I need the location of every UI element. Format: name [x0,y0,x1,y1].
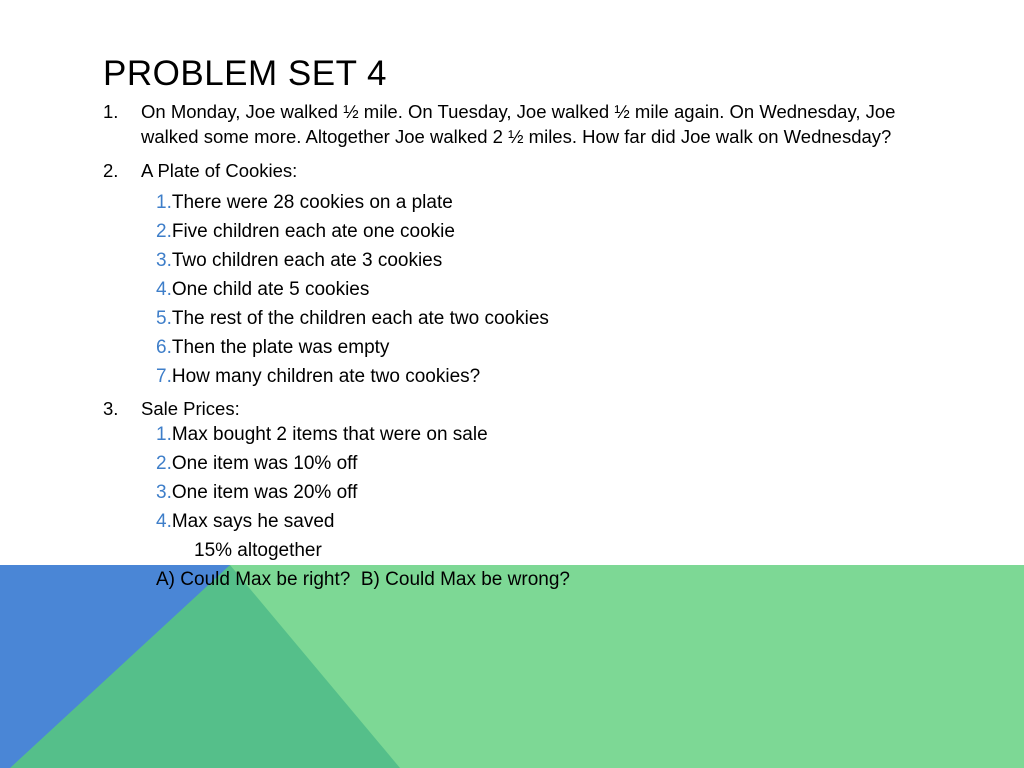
list-item [156,420,943,449]
list-item-text: Max bought 2 items that were on sale [171,424,488,445]
list-item-number: 4. [156,511,172,532]
list-item-text: How many children ate two cookies? [171,365,481,387]
continuation-text: 15% altogether [194,540,322,561]
list-item [156,333,943,362]
sale-steps-list [116,420,943,594]
list-item-text: Five children each ate one cookie [171,220,455,242]
list-item-number: 1. [156,424,172,445]
list-item [156,507,943,536]
problem-number: 2. [103,160,119,181]
problem-heading: A Plate of Cookies: [141,160,298,181]
cookie-steps-list [116,188,943,391]
list-item-text: Two children each ate 3 cookies [171,249,443,271]
list-item-number: 1. [156,191,172,213]
problem-text: On Monday, Joe walked ½ mile. On Tuesday, Joe walked ½ mile again. On Wednesday, Joe walked some more. Altogether Joe walked 2 ½ miles. How far did Joe walk on Wednesday? [141,101,896,147]
list-item [156,275,943,304]
problem-heading: Sale Prices: [141,397,240,419]
list-item-text: One item was 10% off [171,453,358,474]
problem-number: 1. [103,101,119,122]
list-item-text: One item was 20% off [171,482,358,503]
list-item [156,362,943,391]
problem-3 [103,397,943,422]
list-item [156,217,943,246]
list-item-text: Then the plate was empty [171,336,390,358]
list-item [156,188,943,217]
list-item-text: One child ate 5 cookies [171,278,370,300]
problem-2 [103,159,943,184]
list-item [156,304,943,333]
list-item-number: 2. [156,453,172,474]
list-item [156,449,943,478]
list-item-number: 7. [156,365,172,387]
list-item-number: 3. [156,249,172,271]
list-item-text: There were 28 cookies on a plate [171,191,453,213]
list-item [156,478,943,507]
list-item-number: 3. [156,482,172,503]
list-item-number: 2. [156,220,172,242]
question-text: A) Could Max be right? B) Could Max be wrong? [156,569,570,590]
problem-1 [103,100,943,149]
list-item [156,246,943,275]
problem-number: 3. [103,397,119,419]
list-item-number: 4. [156,278,172,300]
list-item-text: Max says he saved [171,511,335,532]
list-item-number: 5. [156,307,172,329]
problem-list [103,100,943,594]
list-item-text: The rest of the children each ate two cookies [171,307,549,329]
list-item-number: 6. [156,336,172,358]
slide-title: PROBLEM SET 4 [103,54,388,93]
